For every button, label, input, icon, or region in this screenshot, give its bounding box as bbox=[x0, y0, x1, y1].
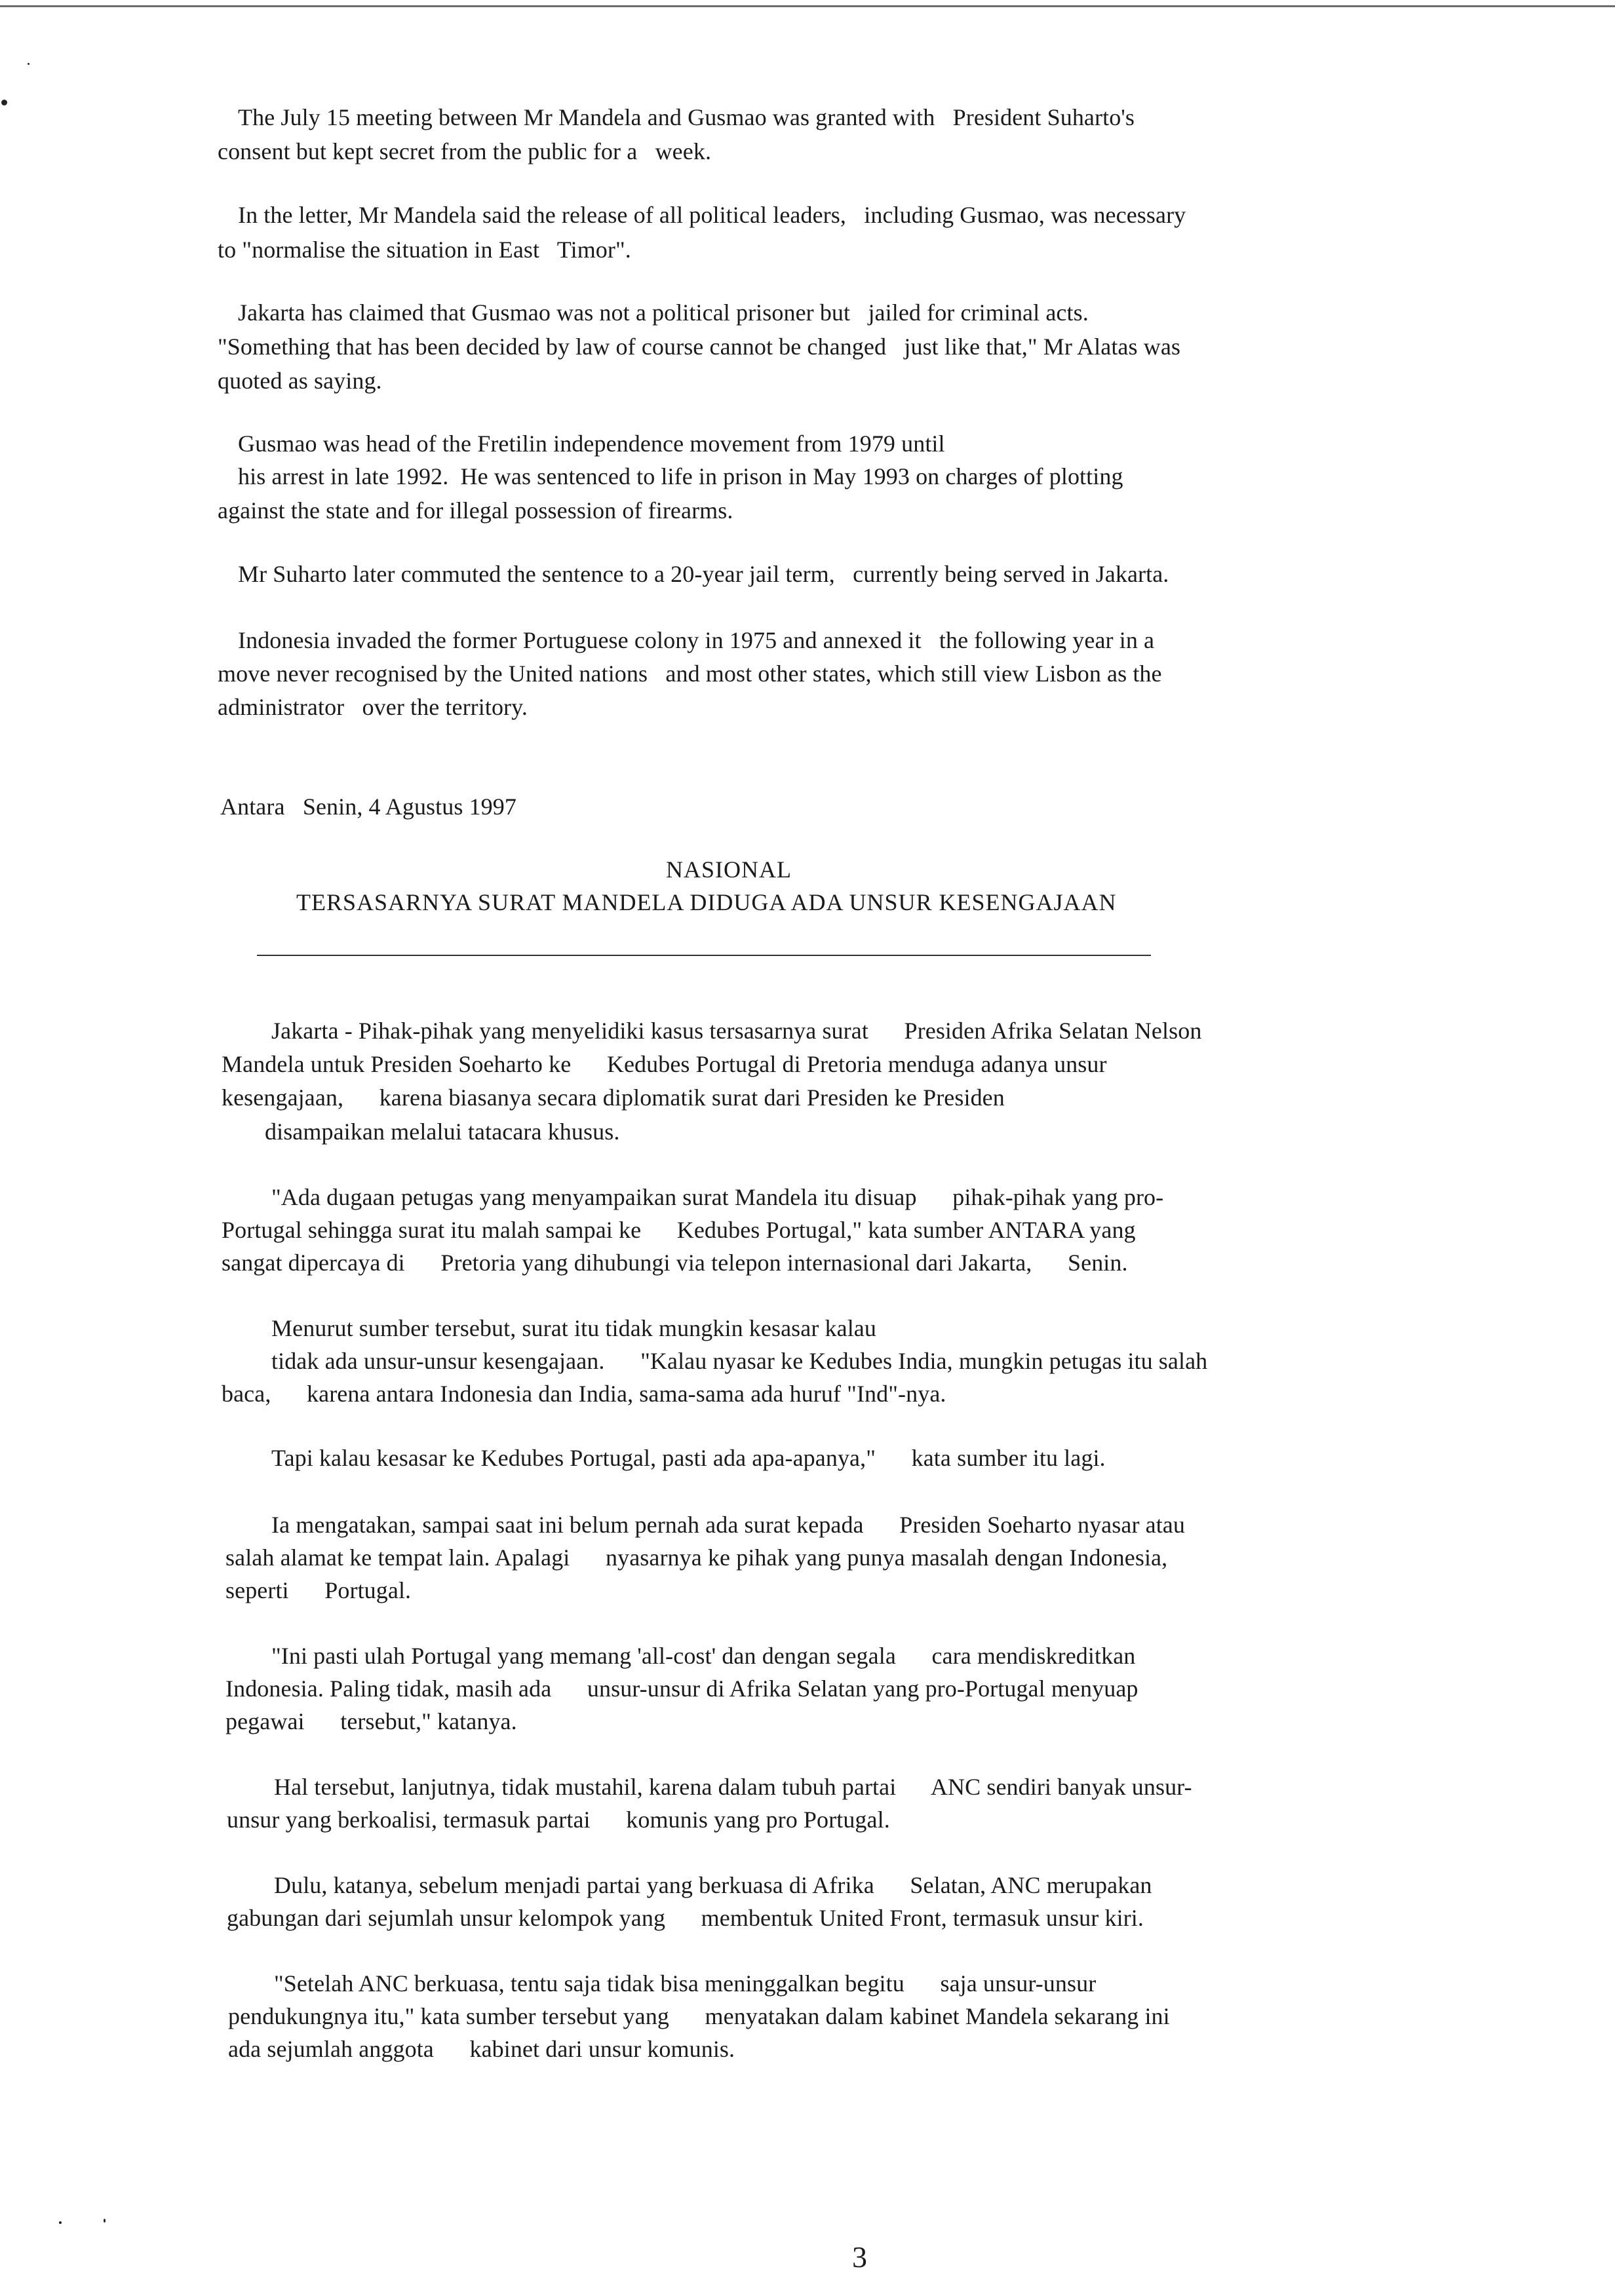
text-line: Mr Suharto later commuted the sentence to a 20-year jail term, currently being served in Jakarta. bbox=[238, 561, 1169, 587]
headline-rule bbox=[257, 955, 1151, 956]
text-line: In the letter, Mr Mandela said the release of all political leaders, including Gusmao, was necessary bbox=[238, 202, 1186, 228]
text-line: The July 15 meeting between Mr Mandela and Gusmao was granted with President Suharto's bbox=[238, 104, 1135, 130]
text-line: Hal tersebut, lanjutnya, tidak mustahil, karena dalam tubuh partai ANC sendiri banyak unsur- bbox=[274, 1774, 1192, 1800]
text-line: pendukungnya itu," kata sumber tersebut yang menyatakan dalam kabinet Mandela sekarang ini bbox=[228, 2003, 1170, 2029]
section-heading: NASIONAL bbox=[666, 856, 792, 883]
text-line: Jakarta - Pihak-pihak yang menyelidiki kasus tersasarnya surat Presiden Afrika Selatan Nelson bbox=[271, 1018, 1202, 1044]
source-dateline: Antara Senin, 4 Agustus 1997 bbox=[220, 794, 516, 820]
text-line: "Ini pasti ulah Portugal yang memang 'all-cost' dan dengan segala cara mendiskreditkan bbox=[271, 1643, 1136, 1669]
scan-speck bbox=[104, 2219, 106, 2223]
text-line: seperti Portugal. bbox=[225, 1577, 412, 1603]
text-line: Jakarta has claimed that Gusmao was not a political prisoner but jailed for criminal acts. bbox=[238, 299, 1089, 326]
scan-speck bbox=[1, 100, 7, 105]
text-line: Tapi kalau kesasar ke Kedubes Portugal, pasti ada apa-apanya," kata sumber itu lagi. bbox=[271, 1445, 1106, 1471]
text-line: baca, karena antara Indonesia dan India, sama-sama ada huruf "Ind"-nya. bbox=[222, 1381, 946, 1407]
text-line: to "normalise the situation in East Timor". bbox=[218, 237, 631, 263]
article-headline: TERSASARNYA SURAT MANDELA DIDUGA ADA UNSUR KESENGAJAAN bbox=[296, 889, 1117, 915]
text-line: ada sejumlah anggota kabinet dari unsur komunis. bbox=[228, 2036, 735, 2062]
text-line: Portugal sehingga surat itu malah sampai ke Kedubes Portugal," kata sumber ANTARA yang bbox=[222, 1217, 1136, 1243]
text-line: against the state and for illegal possession of firearms. bbox=[218, 497, 733, 524]
text-line: administrator over the territory. bbox=[218, 694, 528, 720]
text-line: move never recognised by the United nations and most other states, which still view Lisbon as the bbox=[218, 660, 1162, 687]
text-line: Menurut sumber tersebut, surat itu tidak mungkin kesasar kalau bbox=[271, 1315, 876, 1341]
scan-speck bbox=[28, 63, 29, 65]
text-line: gabungan dari sejumlah unsur kelompok yang membentuk United Front, termasuk unsur kiri. bbox=[227, 1905, 1144, 1931]
text-line: his arrest in late 1992. He was sentenced to life in prison in May 1993 on charges of plotting bbox=[238, 463, 1123, 489]
page-number: 3 bbox=[852, 2240, 867, 2274]
text-line: "Something that has been decided by law of course cannot be changed just like that," Mr Alatas was bbox=[218, 334, 1181, 360]
text-line: kesengajaan, karena biasanya secara diplomatik surat dari Presiden ke Presiden bbox=[222, 1084, 1005, 1111]
text-line: quoted as saying. bbox=[218, 368, 382, 394]
text-line: Gusmao was head of the Fretilin independence movement from 1979 until bbox=[238, 430, 945, 457]
text-line: consent but kept secret from the public for a week. bbox=[218, 138, 712, 164]
text-line: disampaikan melalui tatacara khusus. bbox=[265, 1119, 620, 1145]
text-line: "Ada dugaan petugas yang menyampaikan surat Mandela itu disuap pihak-pihak yang pro- bbox=[271, 1184, 1164, 1210]
text-line: pegawai tersebut," katanya. bbox=[225, 1708, 517, 1734]
text-line: tidak ada unsur-unsur kesengajaan. "Kalau nyasar ke Kedubes India, mungkin petugas itu salah bbox=[271, 1348, 1208, 1374]
text-line: "Setelah ANC berkuasa, tentu saja tidak bisa meninggalkan begitu saja unsur-unsur bbox=[274, 1970, 1097, 1997]
scan-edge-line bbox=[0, 5, 1615, 7]
text-line: Indonesia invaded the former Portuguese colony in 1975 and annexed it the following year in a bbox=[238, 627, 1155, 653]
text-line: Indonesia. Paling tidak, masih ada unsur-unsur di Afrika Selatan yang pro-Portugal menyuap bbox=[225, 1675, 1138, 1702]
scan-speck bbox=[59, 2221, 62, 2224]
text-line: Ia mengatakan, sampai saat ini belum pernah ada surat kepada Presiden Soeharto nyasar atau bbox=[271, 1512, 1185, 1538]
text-line: Dulu, katanya, sebelum menjadi partai yang berkuasa di Afrika Selatan, ANC merupakan bbox=[274, 1872, 1152, 1898]
text-line: sangat dipercaya di Pretoria yang dihubungi via telepon internasional dari Jakarta, Senin. bbox=[222, 1250, 1128, 1276]
text-line: unsur yang berkoalisi, termasuk partai komunis yang pro Portugal. bbox=[227, 1807, 890, 1833]
text-line: salah alamat ke tempat lain. Apalagi nyasarnya ke pihak yang punya masalah dengan Indonesia, bbox=[225, 1544, 1168, 1571]
text-line: Mandela untuk Presiden Soeharto ke Kedubes Portugal di Pretoria menduga adanya unsur bbox=[222, 1051, 1107, 1077]
